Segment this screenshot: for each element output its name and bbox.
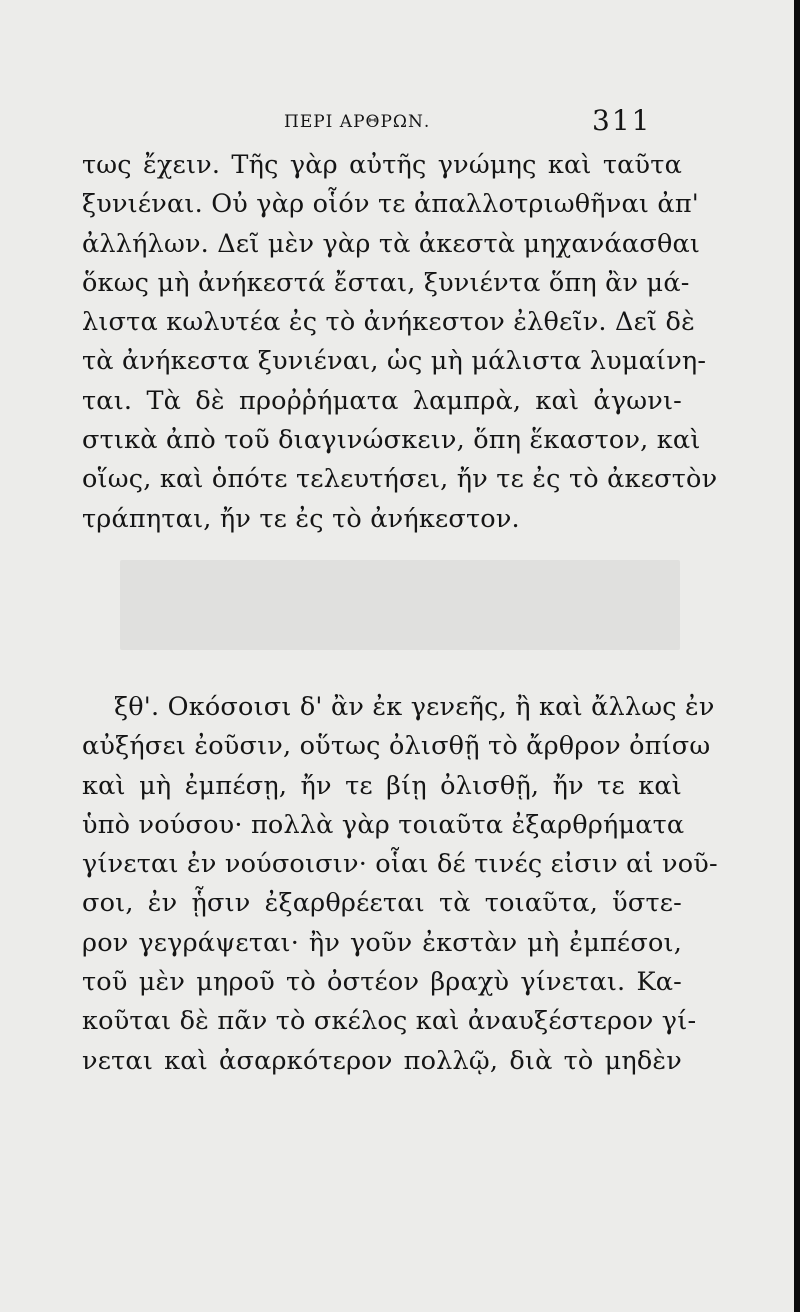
paragraph-continuation — [82, 146, 718, 539]
paragraph-section-69 — [82, 688, 718, 1081]
text-line: γίνεται ἐν νούσοισιν· οἷαι δέ τινές εἰσιν αἱ νοῦ- — [82, 849, 718, 880]
text-line: τράπηται, ἤν τε ἐς τὸ ἀνήκεστον. — [82, 503, 520, 534]
text-line: τως ἔχειν. Τῆς γὰρ αὐτῆς γνώμης καὶ ταῦτα — [82, 150, 682, 180]
text-line: ὅκως μὴ ἀνήκεστά ἔσται, ξυνιέντα ὅπη ἂν μά- — [82, 267, 690, 298]
text-line: ἀλλήλων. Δεῖ μὲν γὰρ τὰ ἀκεστὰ μηχανάασθαι — [82, 228, 701, 259]
text-line: κοῦται δὲ πᾶν τὸ σκέλος καὶ ἀναυξέστερον γί- — [82, 1006, 697, 1037]
text-line: ξυνιέναι. Οὐ γὰρ οἷόν τε ἀπαλλοτριωθῆναι ἀπ' — [82, 189, 700, 220]
text-line: οἵως, καὶ ὁπότε τελευτήσει, ἤν τε ἐς τὸ ἀκεστὸν — [82, 464, 718, 495]
text-line: τὰ ἀνήκεστα ξυνιέναι, ὡς μὴ μάλιστα λυμαίνη- — [82, 346, 707, 377]
text-line: λιστα κωλυτέα ἐς τὸ ἀνήκεστον ἐλθεῖν. Δεῖ δὲ — [82, 307, 695, 338]
page-number: 311 — [592, 104, 652, 137]
running-header — [0, 104, 800, 144]
text-line: τοῦ μὲν μηροῦ τὸ ὀστέον βραχὺ γίνεται. Κα- — [82, 967, 682, 998]
text-line: ὑπὸ νούσου· πολλὰ γὰρ τοιαῦτα ἐξαρθρήματα — [82, 809, 685, 840]
running-title: ΠΕΡΙ ΑΡΘΡΩΝ. — [284, 112, 431, 132]
text-line: καὶ μὴ ἐμπέσῃ, ἤν τε βίῃ ὀλισθῇ, ἤν τε καὶ — [82, 770, 682, 801]
text-line: σοι, ἐν ᾗσιν ἐξαρθρέεται τὰ τοιαῦτα, ὕστε- — [82, 888, 682, 919]
text-line: νεται καὶ ἀσαρκότερον πολλῷ, διὰ τὸ μηδὲν — [82, 1045, 682, 1076]
show-through-smudge — [120, 560, 680, 650]
text-line: ξθ'. Οκόσοισι δ' ἂν ἐκ γενεῆς, ἢ καὶ ἄλλως ἐν — [114, 692, 715, 722]
text-line: στικὰ ἀπὸ τοῦ διαγινώσκειν, ὅπη ἕκαστον, καὶ — [82, 425, 701, 456]
text-line: ρον γεγράψεται· ἢν γοῦν ἐκστὰν μὴ ἐμπέσοι, — [82, 927, 682, 958]
text-line: ται. Τὰ δὲ προῤῥήματα λαμπρὰ, καὶ ἀγωνι- — [82, 385, 682, 416]
text-line: αὐξήσει ἐοῦσιν, οὕτως ὀλισθῇ τὸ ἄρθρον ὀπίσω — [82, 731, 711, 762]
